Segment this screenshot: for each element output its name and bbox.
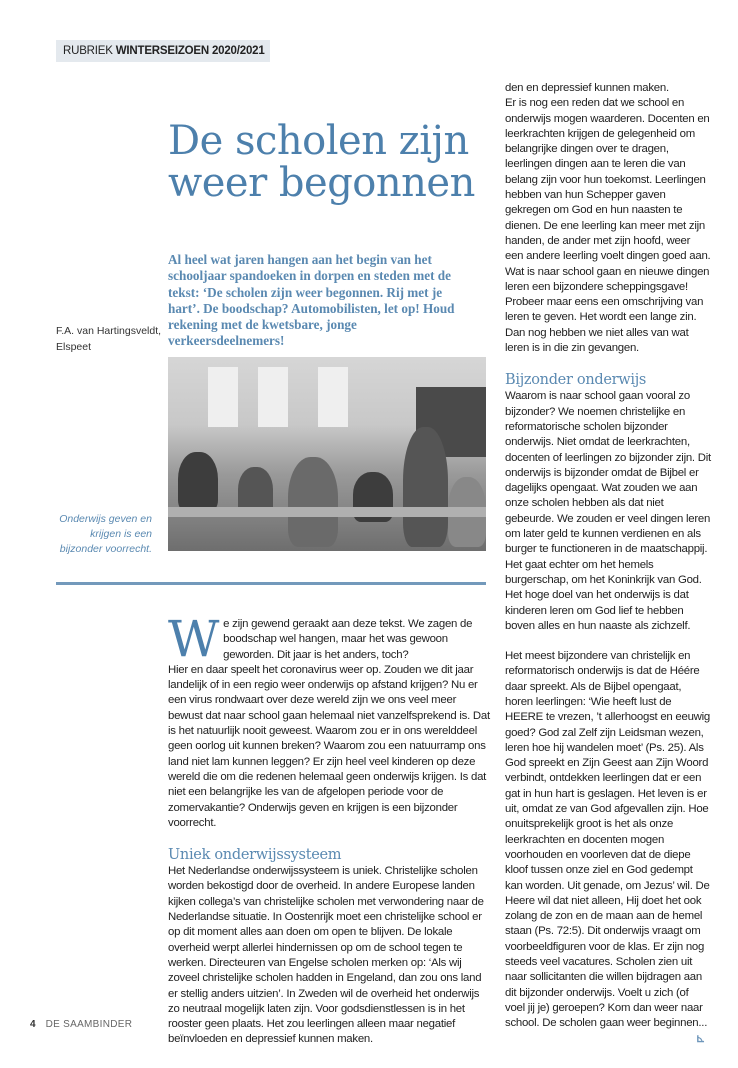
paragraph: We zijn gewend geraakt aan deze tekst. We zagen de boodschap wel hangen, maar het was gewoon geworden. Dit jaar is het anders, toch? xyxy=(168,610,473,668)
subheading-bijzonder: Bijzonder onderwijs xyxy=(505,372,647,389)
body-column-right xyxy=(505,81,711,1047)
paragraph: Er is nog een reden dat we school en onderwijs mogen waarderen. Docenten en leerkrachten krijgen de gelegenheid om belangrijke dingen over te dragen, leerlingen dingen aan te leren die van belang zijn voor hun toekomst. Leerlingen hebben van hun Schepper gaven gekregen om God en hun naasten te dienen. De ene leerling kan meer met zijn handen, de ander met zijn hoofd, weer een andere leerling voelt dingen goed aan. xyxy=(505,97,711,263)
paragraph: Wat is naar school gaan en nieuwe dingen leren een bijzondere scheppingsgave! Probeer maar eens een omschrijving van leren te geven. Het wordt een lange zin. Dan nog hebben we niet alles van wat leren is in die zin gevangen. xyxy=(505,265,710,355)
rubriek-title: WINTERSEIZOEN 2020/2021 xyxy=(115,45,265,57)
paragraph: Waarom is naar school gaan vooral zo bijzonder? We noemen christelijke en reformatorische scholen bijzonder onderwijs. Niet omdat de leerkrachten, docenten of leerlingen zo bijzonder zijn. Dit onderwijs is bijzonder omdat de Bijbel er dagelijks opengaat. Wat zouden we aan onze scholen hebben als dat niet gebeurde. We zouden er veel dingen leren om later geld te kunnen verdienen en als burger te functioneren in de maatschappij. Het gaat echter om het hemels burgerschap, om het Koninkrijk van God. Het hoge doel van het onderwijs is dat kinderen leren om God lief te hebben boven alles en hun naaste als zichzelf. xyxy=(505,390,711,632)
author-location: Elspeet xyxy=(56,341,92,353)
page-footer xyxy=(30,1019,132,1030)
divider xyxy=(56,582,486,585)
paragraph: Het Nederlandse onderwijssysteem is uniek. Christelijke scholen worden bekostigd door de overheid. In andere Europese landen kijken collega’s van christelijke scholen met verwondering naar de Nederlandse situatie. In Oostenrijk moet een christelijke school er op dit moment alles aan doen om open te blijven. De lokale overheid werpt allerlei hindernissen op om de school tegen te werken. Directeuren van Engelse scholen merken op: ‘Als wij zoveel christelijke scholen hadden in Engeland, dan zou ons land er stellig anders uitzien’. In Zweden wil de overheid het onderwijs zo neutraal mogelijk laten zijn. Voor godsdienstlessen is in het rooster geen plaats. Het zou leerlingen alleen maar negatief beïnvloeden en depressief kunnen maken. xyxy=(168,865,484,1046)
classroom-photo xyxy=(168,357,486,551)
rubriek-label: RUBRIEK xyxy=(63,45,113,57)
page-number: 4 xyxy=(30,1019,36,1030)
magazine-name: DE SAAMBINDER xyxy=(45,1019,133,1030)
body-column-left xyxy=(168,610,492,1046)
article-title: De scholen zijn weer begonnen xyxy=(168,118,475,206)
author-name: F.A. van Hartingsveldt, xyxy=(56,325,162,337)
photo-caption: Onderwijs geven en krijgen is een bijzonder voorrecht. xyxy=(59,513,152,555)
subheading-uniek: Uniek onderwijssysteem xyxy=(168,847,342,864)
author-byline xyxy=(56,323,166,355)
drop-cap: W xyxy=(168,610,220,668)
paragraph: Hier en daar speelt het coronavirus weer op. Zouden we dit jaar landelijk of in een regio weer onderwijs op afstand krijgen? Nu er een virus rondwaart over deze wereld zijn we ons veel meer bewust dat naar school gaan helemaal niet vanzelfsprekend is. Dat is het natuurlijk nooit geweest. Waarom zou er in ons werelddeel geen oorlog uit kunnen breken? Waarom zou een natuurramp ons land niet lam kunnen leggen? Er zijn heel veel kinderen op deze wereld die om die redenen helemaal geen onderwijs krijgen. Is dat niet een belangrijke les van de afgelopen periode voor de zomervakantie? Onderwijs geven en krijgen is een bijzonder voorrecht. xyxy=(168,663,490,829)
paragraph: Het meest bijzondere van christelijk en reformatorisch onderwijs is dat de Héére daar spreekt. Als de Bijbel opengaat, horen leerlingen: ‘Wie heeft lust de HEERE te vrezen, ’t allerhoogst en eeuwig goed? God zal Zelf zijn Leidsman wezen, leren hoe hij wandelen moet’ (Ps. 25). Als God spreekt en Zijn Geest aan Zijn Woord verbindt, ontdekken leerlingen dat er een gat in hun hart is geslagen. Het leven is er uit, omdat ze van God afgevallen zijn. Hoe onuitsprekelijk groot is het als onze leerkrachten en docenten mogen voorhouden en voorleven dat de diepe kloof tussen onze ziel en God gedempt kan worden. Uit genade, om Jezus’ wil. De Heere wil dat niet alleen, Hij doet het ook zolang de zon en de maan aan de hemel staan (Ps. 72:5). Dit onderwijs vraagt om voorbeeldfiguren voor de klas. Er zijn nog steeds veel vacatures. Scholen zien uit naar sollicitanten die willen bijdragen aan dit bijzonder onderwijs. Voelt u zich (of voel jij je) geroepen? Kom dan weer naar school. De scholen gaan weer beginnen... ⊾ xyxy=(505,649,711,1031)
section-label xyxy=(56,40,270,62)
paragraph: den en depressief kunnen maken. xyxy=(505,82,669,94)
end-mark-icon: ⊾ xyxy=(695,1032,705,1045)
article-intro: Al heel wat jaren hangen aan het begin van het schooljaar spandoeken in dorpen en steden met de tekst: ‘De scholen zijn weer begonnen. Rij met je hart’. De boodschap? Automobilisten, let op! Houd rekening met de kwetsbare, jonge verkeersdeelnemers! xyxy=(168,252,455,349)
